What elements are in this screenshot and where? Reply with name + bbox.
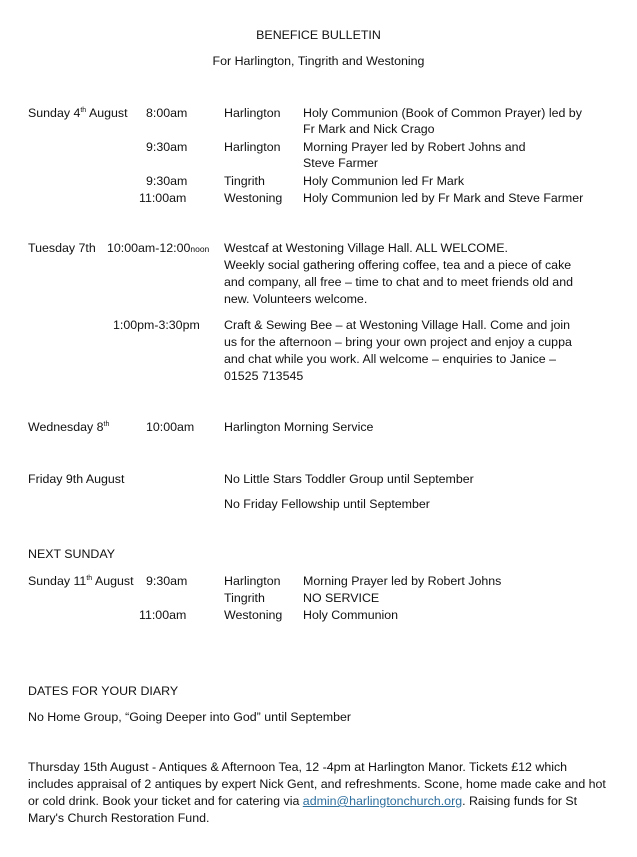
friday9-event-2: No Friday Fellowship until September [224, 497, 430, 511]
sunday4-time-2: 9:30am [146, 140, 188, 154]
next-sunday-place-1: Harlington [224, 574, 281, 588]
sunday4-event-4: Holy Communion led by Fr Mark and Steve Farmer [303, 191, 584, 205]
westcaf-line-4: new. Volunteers welcome. [224, 292, 368, 306]
diary-home-group-note: No Home Group, “Going Deeper into God” until September [28, 710, 352, 724]
next-sunday-day: Sunday 11th August [28, 574, 134, 588]
next-sunday-place-3: Westoning [224, 608, 283, 622]
sunday4-place-2: Harlington [224, 140, 281, 154]
bulletin-title: BENEFICE BULLETIN [256, 28, 381, 42]
craft-bee-line-3: and chat while you work. All welcome – enquiries to Janice – [224, 352, 556, 366]
diary-heading: DATES FOR YOUR DIARY [28, 684, 179, 698]
sunday4-event-3: Holy Communion led Fr Mark [303, 174, 465, 188]
sunday4-event-1-line1: Holy Communion (Book of Common Prayer) led by [303, 106, 582, 120]
friday9-event-1: No Little Stars Toddler Group until September [224, 472, 474, 486]
sunday4-event-2-line2: Steve Farmer [303, 156, 379, 170]
tuesday7-time-2: 1:00pm-3:30pm [113, 318, 200, 332]
wednesday8-event: Harlington Morning Service [224, 420, 374, 434]
westcaf-line-3: and company, all free – time to chat and to meet friends old and [224, 275, 573, 289]
next-sunday-time-3: 11:00am [139, 608, 187, 622]
next-sunday-event-3: Holy Communion [303, 608, 399, 622]
sunday4-place-3: Tingrith [224, 174, 265, 188]
next-sunday-event-2: NO SERVICE [303, 591, 380, 605]
wednesday8-day: Wednesday 8th [28, 420, 110, 434]
tuesday7-day: Tuesday 7th [28, 241, 96, 255]
email-link[interactable]: admin@harlingtonchurch.org [302, 794, 463, 808]
antiques-tea-paragraph: Thursday 15th August - Antiques & Afternoon Tea, 12 -4pm at Harlington Manor. Tickets £12 which includes appraisal of 2 antiques by expert Nick Gent, and refreshments. Scone, home made cake and hot or cold drink. Book your ticket and for catering via admin@harlingtonchurch.org. Raising funds for St Mary's Church Restoration Fund. [28, 760, 606, 825]
friday9-day: Friday 9th August [28, 472, 125, 486]
bulletin-subtitle: For Harlington, Tingrith and Westoning [212, 54, 425, 68]
tuesday7-time-1: 10:00am-12:00noon [107, 241, 210, 255]
sunday4-place-1: Harlington [224, 106, 281, 120]
sunday4-place-4: Westoning [224, 191, 283, 205]
craft-bee-line-4: 01525 713545 [224, 369, 304, 383]
sunday4-event-2-line1: Morning Prayer led by Robert Johns and [303, 140, 526, 154]
next-sunday-heading: NEXT SUNDAY [28, 547, 115, 561]
craft-bee-line-2: us for the afternoon – bring your own project and enjoy a cuppa [224, 335, 572, 349]
next-sunday-time-1: 9:30am [146, 574, 188, 588]
sunday4-time-4: 11:00am [139, 191, 187, 205]
next-sunday-event-1: Morning Prayer led by Robert Johns [303, 574, 502, 588]
westcaf-line-1: Westcaf at Westoning Village Hall. ALL WELCOME. [224, 241, 508, 255]
next-sunday-place-2: Tingrith [224, 591, 265, 605]
wednesday8-time: 10:00am [146, 420, 195, 434]
craft-bee-line-1: Craft & Sewing Bee – at Westoning Village Hall. Come and join [224, 318, 570, 332]
sunday4-event-1-line2: Fr Mark and Nick Crago [303, 122, 435, 136]
sunday4-time-3: 9:30am [146, 174, 188, 188]
westcaf-line-2: Weekly social gathering offering coffee, tea and a piece of cake [224, 258, 572, 272]
sunday4-time-1: 8:00am [146, 106, 188, 120]
sunday4-day: Sunday 4th August [28, 106, 128, 120]
